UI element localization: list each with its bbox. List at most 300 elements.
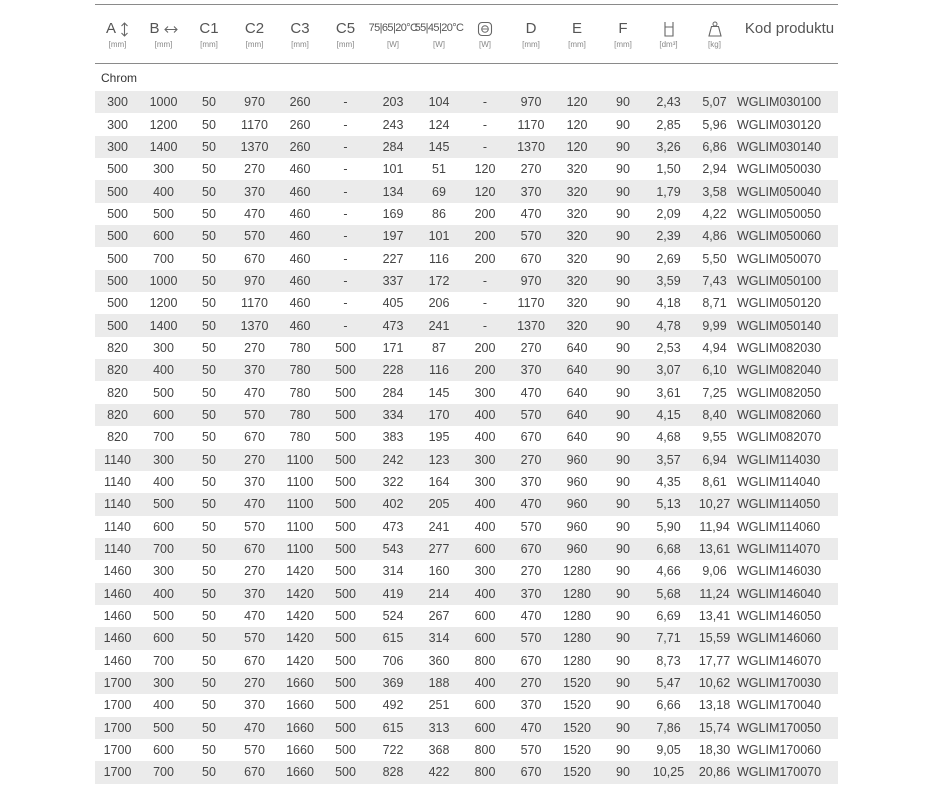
column-header-unit: [mm] — [200, 40, 218, 49]
table-cell: 500 — [107, 296, 128, 311]
table-cell: 570 — [520, 743, 542, 758]
table-cell: 780 — [289, 385, 311, 400]
table-cell: 200 — [474, 340, 496, 355]
table-cell: 164 — [428, 475, 450, 490]
table-cell: 570 — [520, 229, 542, 244]
table-cell: 570 — [244, 519, 265, 534]
table-cell: 300 — [153, 676, 174, 691]
table-cell: 90 — [616, 117, 630, 132]
table-cell: 460 — [289, 162, 311, 177]
water-capacity-icon — [663, 20, 675, 37]
table-cell: 160 — [428, 564, 450, 579]
table-cell: 500 — [335, 564, 356, 579]
table-cell: 570 — [520, 407, 542, 422]
table-cell: 4,35 — [656, 475, 681, 490]
column-header-label: C3 — [290, 20, 310, 37]
table-cell: 69 — [432, 184, 446, 199]
table-cell: 120 — [474, 184, 496, 199]
table-cell: 1100 — [286, 497, 314, 512]
product-code-cell: WGLIM114030 — [737, 452, 821, 467]
table-cell: 470 — [244, 609, 265, 624]
table-cell: 370 — [520, 475, 542, 490]
table-cell: 3,58 — [702, 184, 727, 199]
table-row — [95, 180, 838, 202]
table-cell: 116 — [429, 251, 449, 266]
table-cell: 780 — [289, 430, 311, 445]
column-header — [322, 5, 369, 63]
table-row — [95, 761, 838, 783]
table-cell: 600 — [153, 631, 174, 646]
table-cell: 13,61 — [698, 542, 731, 557]
table-cell: 4,15 — [656, 407, 681, 422]
table-cell: 360 — [428, 653, 450, 668]
table-row — [95, 136, 838, 158]
table-cell: 1660 — [286, 765, 314, 780]
table-row — [95, 292, 838, 314]
table-cell: 400 — [474, 676, 496, 691]
table-cell: - — [343, 318, 348, 333]
table-cell: 970 — [520, 273, 542, 288]
column-header — [187, 5, 231, 63]
table-cell: 50 — [202, 407, 216, 422]
table-cell: 50 — [202, 296, 216, 311]
column-header-title — [618, 20, 627, 37]
product-code-cell: WGLIM146030 — [737, 564, 822, 579]
table-cell: 670 — [520, 765, 542, 780]
table-cell: 470 — [244, 720, 265, 735]
table-cell: 370 — [520, 184, 542, 199]
column-header-unit: [W] — [387, 40, 399, 49]
table-cell: 104 — [428, 95, 450, 110]
table-cell: 1420 — [286, 564, 314, 579]
table-cell: 90 — [616, 318, 630, 333]
table-cell: 500 — [335, 698, 356, 713]
table-cell: 300 — [474, 452, 496, 467]
table-cell: 640 — [566, 340, 588, 355]
table-cell: 500 — [335, 586, 356, 601]
column-header-label: C1 — [199, 20, 219, 37]
table-cell: 460 — [289, 251, 311, 266]
table-row — [95, 359, 838, 381]
table-cell: 50 — [202, 542, 216, 557]
table-cell: 86 — [432, 206, 446, 221]
table-cell: 334 — [382, 407, 404, 422]
table-cell: 780 — [289, 340, 311, 355]
table-cell: 123 — [428, 452, 450, 467]
column-header-title — [745, 20, 834, 37]
table-cell: 90 — [616, 564, 630, 579]
table-cell: 3,07 — [656, 363, 681, 378]
product-code-cell: WGLIM170040 — [737, 698, 822, 713]
table-cell: 960 — [566, 497, 588, 512]
table-row — [95, 337, 838, 359]
table-cell: 242 — [382, 452, 404, 467]
table-cell: - — [343, 296, 348, 311]
table-cell: 270 — [520, 162, 542, 177]
table-cell: 188 — [428, 676, 450, 691]
table-cell: 700 — [153, 765, 174, 780]
table-cell: 1370 — [240, 139, 269, 154]
table-cell: 640 — [566, 430, 588, 445]
table-cell: 300 — [153, 162, 174, 177]
table-cell: 500 — [335, 385, 356, 400]
table-cell: 570 — [520, 519, 542, 534]
table-cell: 1140 — [104, 542, 131, 557]
column-header-unit: [mm] — [291, 40, 309, 49]
table-cell: 4,78 — [656, 318, 681, 333]
table-cell: 470 — [244, 497, 265, 512]
table-cell: 90 — [616, 229, 630, 244]
table-cell: 1700 — [103, 720, 132, 735]
table-cell: 90 — [616, 139, 630, 154]
table-cell: 313 — [428, 720, 450, 735]
product-code-cell: WGLIM050030 — [737, 162, 822, 177]
table-cell: 1700 — [103, 676, 132, 691]
table-cell: 90 — [616, 385, 630, 400]
table-cell: 270 — [244, 452, 265, 467]
table-cell: 320 — [566, 251, 588, 266]
table-cell: 600 — [153, 743, 174, 758]
heating-element-icon — [477, 20, 493, 37]
table-cell: 320 — [566, 162, 588, 177]
table-cell: 500 — [107, 162, 128, 177]
table-cell: 500 — [335, 676, 356, 691]
table-cell: 7,25 — [702, 385, 727, 400]
table-cell: 2,09 — [656, 206, 681, 221]
table-cell: 90 — [616, 162, 630, 177]
table-row — [95, 650, 838, 672]
table-cell: 368 — [428, 743, 450, 758]
column-header — [414, 5, 464, 63]
table-cell: 460 — [289, 296, 311, 311]
column-header — [278, 5, 322, 63]
column-header-title — [572, 20, 582, 37]
table-cell: 640 — [566, 385, 588, 400]
table-cell: 124 — [428, 117, 450, 132]
column-header — [601, 5, 645, 63]
table-cell: 241 — [428, 318, 450, 333]
table-cell: 300 — [153, 340, 174, 355]
table-cell: 214 — [428, 586, 450, 601]
table-cell: 473 — [382, 519, 404, 534]
table-cell: 300 — [474, 564, 496, 579]
product-code-cell: WGLIM146060 — [737, 631, 822, 646]
table-cell: 50 — [202, 653, 216, 668]
table-cell: 270 — [244, 162, 265, 177]
table-cell: 500 — [335, 631, 356, 646]
column-header-unit: [W] — [433, 40, 445, 49]
table-cell: 500 — [153, 609, 174, 624]
table-cell: 970 — [244, 273, 265, 288]
table-cell: 243 — [382, 117, 404, 132]
product-code-cell: WGLIM050050 — [737, 206, 822, 221]
table-cell: 4,94 — [702, 340, 727, 355]
product-code-cell: WGLIM050040 — [737, 184, 822, 199]
table-cell: 90 — [616, 676, 630, 691]
table-cell: 470 — [520, 720, 542, 735]
table-cell: 90 — [616, 586, 630, 601]
table-row — [95, 314, 838, 336]
table-cell: 400 — [153, 475, 174, 490]
table-cell: 1370 — [517, 318, 545, 333]
table-cell: 670 — [244, 542, 265, 557]
column-header-title — [106, 20, 129, 37]
product-code-cell: WGLIM050140 — [737, 318, 822, 333]
table-cell: 1520 — [563, 676, 591, 691]
table-cell: 4,66 — [656, 564, 681, 579]
table-cell: 90 — [616, 273, 630, 288]
table-cell: 1100 — [286, 475, 314, 490]
table-cell: 320 — [566, 296, 588, 311]
table-cell: 600 — [474, 631, 496, 646]
table-row — [95, 449, 838, 471]
table-row — [95, 471, 838, 493]
table-cell: 277 — [428, 542, 450, 557]
table-cell: 8,61 — [702, 475, 727, 490]
table-cell: 2,43 — [656, 95, 681, 110]
table-cell: 460 — [289, 184, 311, 199]
table-cell: 50 — [202, 475, 216, 490]
table-cell: 500 — [107, 184, 128, 199]
table-cell: 90 — [616, 743, 630, 758]
table-cell: 200 — [474, 229, 496, 244]
weight-icon — [708, 20, 722, 37]
table-cell: 828 — [382, 765, 404, 780]
table-cell: 1420 — [286, 631, 314, 646]
table-cell: - — [482, 139, 488, 154]
table-cell: 5,13 — [656, 497, 681, 512]
table-row — [95, 381, 838, 403]
table-cell: 320 — [566, 273, 588, 288]
table-cell: 8,40 — [702, 407, 727, 422]
column-header — [95, 5, 140, 63]
table-cell: 90 — [616, 542, 630, 557]
column-header — [461, 5, 509, 63]
table-cell: - — [343, 184, 348, 199]
table-cell: 820 — [107, 340, 128, 355]
table-cell: 50 — [202, 430, 216, 445]
product-code-cell: WGLIM082050 — [737, 385, 822, 400]
table-cell: 600 — [474, 542, 496, 557]
table-cell: - — [482, 296, 488, 311]
table-cell: 370 — [520, 363, 542, 378]
table-row — [95, 203, 838, 225]
table-cell: 1100 — [286, 519, 314, 534]
table-cell: 260 — [289, 95, 311, 110]
table-cell: 260 — [289, 117, 311, 132]
table-cell: 50 — [202, 363, 216, 378]
table-cell: 706 — [382, 653, 404, 668]
table-cell: 970 — [520, 95, 542, 110]
table-cell: 120 — [566, 117, 588, 132]
table-cell: 1400 — [149, 139, 178, 154]
table-cell: 5,90 — [656, 519, 681, 534]
table-cell: 9,06 — [702, 564, 727, 579]
column-header-title — [245, 20, 264, 37]
table-cell: 460 — [289, 318, 311, 333]
table-cell: 2,85 — [656, 117, 681, 132]
table-cell: 270 — [520, 452, 542, 467]
table-cell: - — [343, 95, 348, 110]
column-header-title — [415, 20, 464, 37]
table-cell: 228 — [382, 363, 404, 378]
table-cell: 205 — [428, 497, 450, 512]
column-header — [509, 5, 553, 63]
table-cell: 820 — [107, 430, 128, 445]
table-cell: 600 — [153, 407, 174, 422]
column-header-unit: [mm] — [154, 40, 173, 49]
table-cell: 5,50 — [702, 251, 727, 266]
table-cell: 1520 — [563, 765, 591, 780]
table-cell: 800 — [474, 743, 496, 758]
table-cell: 172 — [428, 273, 450, 288]
product-code-cell: WGLIM082040 — [737, 363, 822, 378]
table-cell: 500 — [153, 206, 174, 221]
column-header-title — [290, 20, 309, 37]
product-code-cell: WGLIM082060 — [737, 407, 822, 422]
table-cell: 1,50 — [656, 162, 681, 177]
column-header-unit: [mm] — [568, 40, 586, 49]
table-cell: 90 — [616, 296, 630, 311]
table-cell: 820 — [107, 385, 128, 400]
table-cell: 500 — [335, 497, 356, 512]
table-cell: 500 — [335, 542, 356, 557]
table-row — [95, 225, 838, 247]
table-cell: 500 — [107, 318, 128, 333]
table-cell: 300 — [474, 385, 496, 400]
column-header-unit: [W] — [479, 40, 491, 50]
table-cell: 2,53 — [656, 340, 681, 355]
table-cell: 722 — [382, 743, 404, 758]
table-cell: 50 — [202, 318, 216, 333]
column-header — [692, 5, 737, 63]
table-cell: 400 — [474, 519, 496, 534]
column-header-unit: [mm] — [108, 40, 127, 49]
table-cell: 500 — [153, 385, 174, 400]
product-code-cell: WGLIM050070 — [737, 251, 822, 266]
column-header-label: B — [149, 20, 160, 37]
table-cell: 6,10 — [702, 363, 727, 378]
table-cell: 460 — [289, 229, 311, 244]
table-cell: 370 — [244, 475, 265, 490]
table-cell: 267 — [428, 609, 450, 624]
table-cell: 18,30 — [698, 743, 731, 758]
table-cell: 5,07 — [702, 95, 727, 110]
column-header-title — [663, 20, 675, 37]
table-cell: 1520 — [563, 698, 591, 713]
table-cell: 370 — [244, 698, 265, 713]
table-cell: 90 — [616, 497, 630, 512]
table-cell: 3,59 — [656, 273, 681, 288]
table-cell: 4,18 — [656, 296, 681, 311]
table-cell: 120 — [474, 162, 496, 177]
table-cell: 670 — [520, 430, 542, 445]
table-row — [95, 583, 838, 605]
table-cell: 670 — [520, 653, 542, 668]
table-cell: 670 — [244, 653, 265, 668]
product-code-cell: WGLIM170050 — [737, 720, 822, 735]
table-cell: 51 — [432, 162, 446, 177]
table-cell: 1460 — [103, 609, 132, 624]
table-cell: 500 — [107, 229, 128, 244]
table-cell: 50 — [202, 564, 216, 579]
table-row — [95, 672, 838, 694]
table-cell: 1660 — [286, 720, 314, 735]
table-cell: 10,25 — [652, 765, 685, 780]
table-cell: 1170 — [517, 296, 545, 311]
table-cell: 700 — [153, 251, 174, 266]
table-cell: 50 — [202, 95, 216, 110]
table-cell: 492 — [382, 698, 404, 713]
table-cell: 700 — [153, 542, 174, 557]
table-cell: 6,86 — [702, 139, 727, 154]
table-row — [95, 113, 838, 135]
table-cell: 50 — [202, 765, 216, 780]
column-header-label: A — [105, 20, 116, 37]
table-cell: 170 — [428, 407, 450, 422]
table-cell: 4,68 — [656, 430, 681, 445]
table-cell: 470 — [244, 385, 265, 400]
table-cell: - — [343, 206, 348, 221]
product-code-cell: WGLIM114060 — [737, 519, 821, 534]
column-header-title — [477, 20, 493, 37]
table-cell: 370 — [520, 698, 542, 713]
table-cell: 145 — [428, 385, 450, 400]
column-header-label: E — [571, 20, 582, 37]
table-cell: 270 — [244, 676, 265, 691]
table-cell: 500 — [335, 765, 356, 780]
product-code-cell: WGLIM030120 — [737, 117, 822, 132]
table-cell: 314 — [382, 564, 404, 579]
table-row — [95, 493, 838, 515]
column-header-label: Kod produktu — [744, 20, 835, 37]
table-cell: 500 — [335, 430, 356, 445]
table-cell: 50 — [202, 452, 216, 467]
product-spec-table — [95, 4, 838, 784]
table-cell: 370 — [244, 363, 265, 378]
table-cell: 1280 — [563, 609, 591, 624]
column-header-unit: [mm] — [245, 40, 264, 49]
table-cell: 1170 — [241, 117, 268, 132]
table-cell: 1280 — [563, 564, 591, 579]
table-cell: 1280 — [563, 586, 591, 601]
table-cell: 570 — [244, 229, 265, 244]
table-cell: 200 — [474, 206, 496, 221]
table-cell: 50 — [202, 519, 216, 534]
table-cell: 402 — [382, 497, 404, 512]
product-code-cell: WGLIM030140 — [737, 139, 822, 154]
table-cell: 500 — [335, 452, 356, 467]
table-cell: 203 — [382, 95, 404, 110]
table-cell: 169 — [382, 206, 404, 221]
table-cell: 195 — [428, 430, 450, 445]
table-row — [95, 560, 838, 582]
column-header-title — [336, 20, 355, 37]
table-cell: 270 — [520, 676, 542, 691]
table-cell: - — [343, 117, 348, 132]
table-cell: 960 — [566, 542, 588, 557]
product-code-cell: WGLIM082030 — [737, 340, 822, 355]
table-cell: 600 — [153, 519, 174, 534]
column-header-unit: [mm] — [336, 40, 355, 49]
table-cell: 700 — [153, 430, 174, 445]
table-cell: 543 — [382, 542, 404, 557]
table-cell: 600 — [474, 698, 496, 713]
product-code-cell: WGLIM170030 — [737, 676, 822, 691]
table-cell: 570 — [244, 407, 265, 422]
table-cell: 197 — [382, 229, 404, 244]
table-cell: 90 — [616, 519, 630, 534]
